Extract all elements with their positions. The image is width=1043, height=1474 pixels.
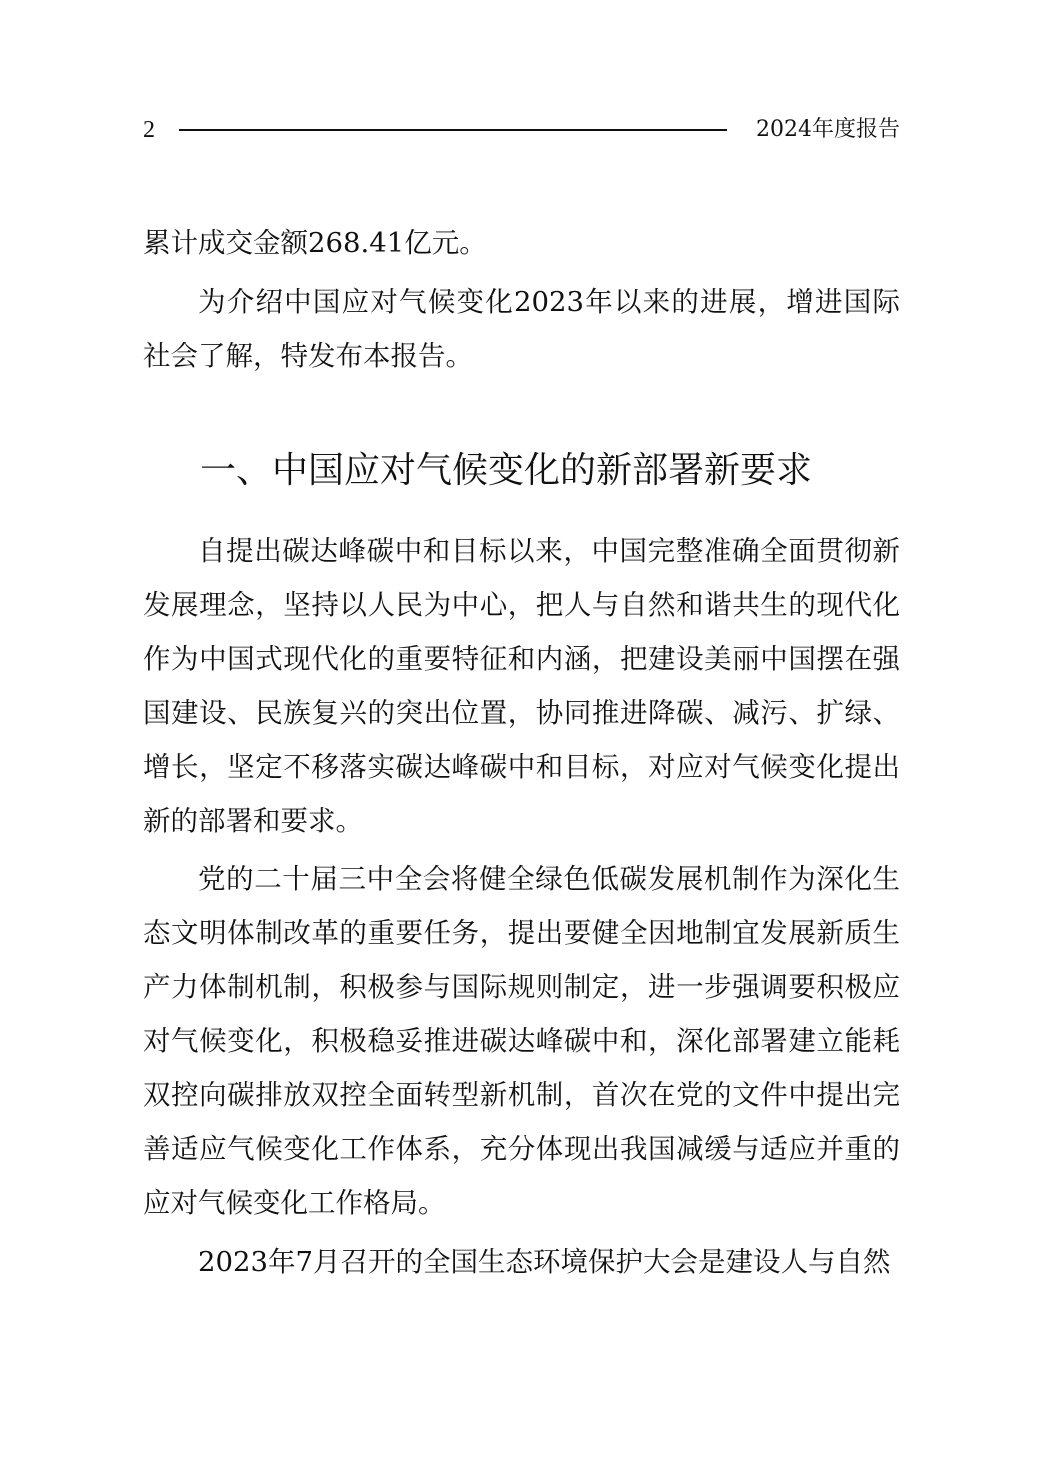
section-heading: 一、中国应对气候变化的新部署新要求 — [200, 450, 813, 491]
page-header — [143, 112, 900, 148]
paragraph-plenum: 党的二十届三中全会将健全绿色低碳发展机制作为深化生态文明体制改革的重要任务，提出要健全因地制宜发展新质生产力体制机制，积极参与国际规则制定，进一步强调要积极应对气候变化，积极稳妥推进碳达峰碳中和，深化部署建立能耗双控向碳排放双控全面转型新机制，首次在党的文件中提出完善适应气候变化工作体系，充分体现出我国减缓与适应并重的应对气候变化工作格局。 — [143, 863, 900, 1219]
paragraph-continuation: 累计成交金额268.41亿元。 — [143, 227, 487, 259]
paragraph-intro: 为介绍中国应对气候变化2023年以来的进展，增进国际社会了解，特发布本报告。 — [143, 286, 900, 372]
paragraph-deployment: 自提出碳达峰碳中和目标以来，中国完整准确全面贯彻新发展理念，坚持以人民为中心，把人与自然和谐共生的现代化作为中国式现代化的重要特征和内涵，把建设美丽中国摆在强国建设、民族复兴的突出位置，协同推进降碳、减污、扩绿、增长，坚定不移落实碳达峰碳中和目标，对应对气候变化提出新的部署和要求。 — [143, 535, 900, 837]
report-title: 2024年度报告 — [756, 117, 900, 142]
page-number: 2 — [143, 117, 155, 143]
header-rule — [179, 129, 727, 131]
paragraph-conference: 2023年7月召开的全国生态环境保护大会是建设人与自然 — [198, 1246, 891, 1278]
